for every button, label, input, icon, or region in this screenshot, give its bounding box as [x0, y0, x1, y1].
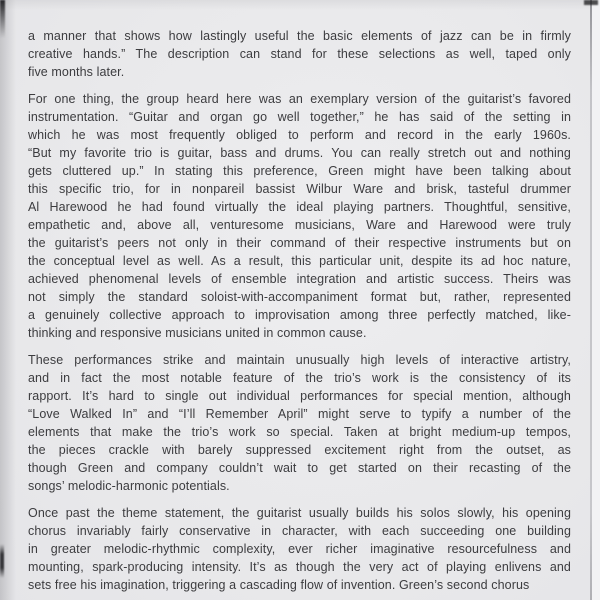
- text-line: which he was most frequently obliged to perform and record in the early 1960s.: [28, 128, 571, 142]
- text-line: For one thing, the group heard here was an exemplary version of the guitarist’s favored: [28, 92, 571, 106]
- text-line: this specific trio, for in nonpareil bassist Wilbur Ware and brisk, tasteful drummer: [28, 182, 571, 196]
- text-line: sets free his imagination, triggering a cascading flow of invention. Green’s second chorus: [28, 578, 530, 592]
- paragraph: [28, 90, 571, 342]
- paragraph: [28, 351, 571, 495]
- text-line: though Green and company couldn’t wait to get started on their recasting of the: [28, 461, 571, 475]
- text-line: rapport. It’s hard to single out individual performances for special mention, although: [28, 389, 571, 403]
- text-line: a genuinely collective approach to improvisation among three perfectly matched, like-: [28, 308, 571, 322]
- text-line: the conceptual level as well. As a result, this particular unit, despite its ad hoc nature,: [28, 254, 571, 268]
- text-line: mounting, spark-producing intensity. It’s as though the very act of playing enlivens and: [28, 560, 571, 574]
- text-line: “But my favorite trio is guitar, bass and drums. You can really stretch out and nothing: [28, 146, 571, 160]
- text-line: not simply the standard soloist-with-accompaniment format but, rather, represented: [28, 290, 571, 304]
- text-line: achieved phenomenal levels of ensemble integration and artistic success. Theirs was: [28, 272, 571, 286]
- text-line: thinking and responsive musicians united in common cause.: [28, 326, 367, 340]
- text-line: Once past the theme statement, the guitarist usually builds his solos slowly, his opening: [28, 506, 571, 520]
- paragraph: [28, 27, 571, 81]
- text-line: empathetic and, above all, venturesome musicians, Ware and Harewood were truly: [28, 218, 571, 232]
- text-line: in greater melodic-rhythmic complexity, ever richer imaginative resourcefulness and: [28, 542, 571, 556]
- text-line: creative hands.” The description can stand for these selections as well, taped only: [28, 47, 571, 61]
- text-line: instrumentation. “Guitar and organ go well together,” he has said of the setting in: [28, 110, 571, 124]
- text-line: Al Harewood he had found virtually the ideal playing partners. Thoughtful, sensitive,: [28, 200, 571, 214]
- text-line: songs’ melodic-harmonic potentials.: [28, 479, 230, 493]
- text-line: the guitarist’s peers not only in their command of their respective instruments but on: [28, 236, 571, 250]
- text-line: five months later.: [28, 65, 125, 79]
- text-line: the pieces crackle with barely suppressed excitement right from the outset, as: [28, 443, 571, 457]
- text-line: and in fact the most notable feature of the trio’s work is the consistency of its: [28, 371, 571, 385]
- text-line: chorus invariably fairly conservative in character, with each succeeding one building: [28, 524, 571, 538]
- text-line: These performances strike and maintain unusually high levels of interactive artistry,: [28, 353, 571, 367]
- text-line: elements that make the trio’s work so special. Taken at bright medium-up tempos,: [28, 425, 571, 439]
- text-line: “Love Walked In” and “I’ll Remember April” might serve to typify a number of the: [28, 407, 571, 421]
- text-line: a manner that shows how lastingly useful the basic elements of jazz can be in firmly: [28, 29, 571, 43]
- text-line: gets cluttered up.” In stating this preference, Green might have been talking about: [28, 164, 571, 178]
- paragraph: [28, 504, 571, 594]
